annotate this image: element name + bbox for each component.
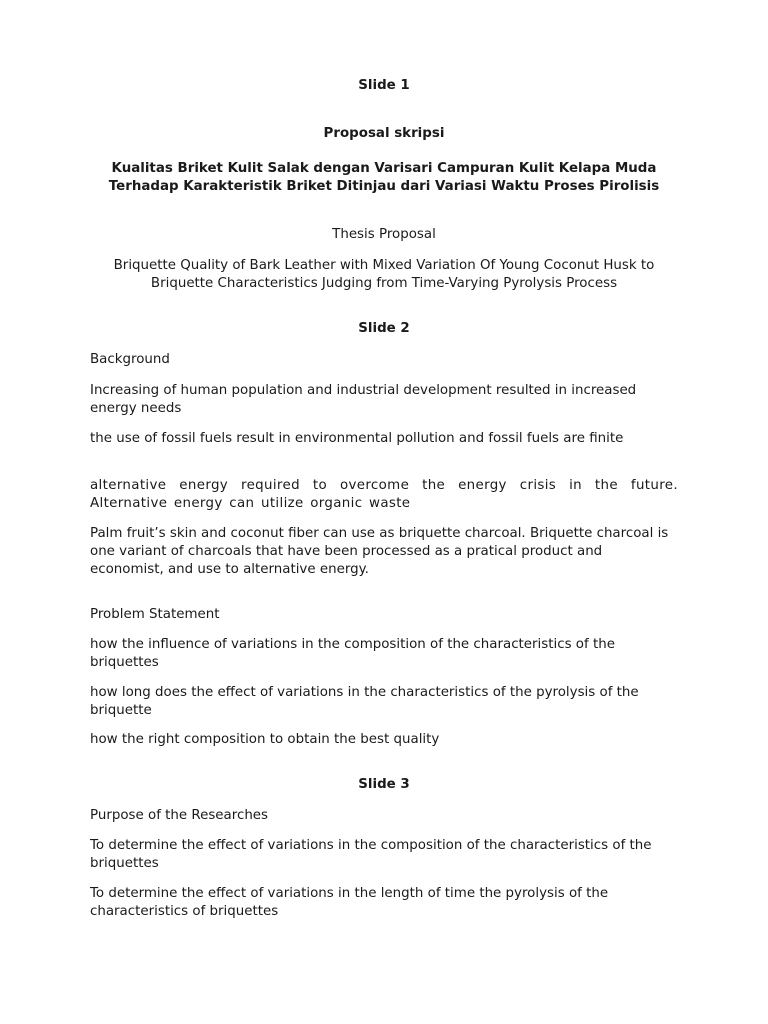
proposal-title: Proposal skripsi [323, 126, 445, 141]
background-point: Palm fruit’s skin and coconut fiber can use as briquette charcoal. Briquette charcoal is one variant of charcoals that have been processed as a pratical product and economist, and use to alternative energy. [90, 526, 669, 577]
background-point: Increasing of human population and industrial development resulted in increased energy needs [90, 383, 637, 416]
background-point: alternative energy required to overcome the energy crisis in the future. Alternative energy can utilize organic waste [90, 478, 678, 511]
problem-point: how long does the effect of variations in the characteristics of the pyrolysis of the briquette [90, 685, 639, 718]
problem-statement-label: Problem Statement [90, 607, 220, 622]
problem-point: how the influence of variations in the composition of the characteristics of the briquettes [90, 637, 615, 670]
purpose-point: To determine the effect of variations in the length of time the pyrolysis of the characteristics of briquettes [90, 886, 609, 919]
background-label: Background [90, 352, 170, 367]
background-point: the use of fossil fuels result in environmental pollution and fossil fuels are finite [90, 431, 624, 446]
indonesian-thesis-title: Kualitas Briket Kulit Salak dengan Varisari Campuran Kulit Kelapa Muda Terhadap Karakteristik Briket Ditinjau dari Variasi Waktu Proses Pirolisis [108, 161, 660, 194]
purpose-label: Purpose of the Researches [90, 808, 269, 823]
purpose-point: To determine the effect of variations in the composition of the characteristics of the briquettes [90, 838, 652, 871]
english-thesis-title: Briquette Quality of Bark Leather with Mixed Variation Of Young Coconut Husk to Briquette Characteristics Judging from Time-Varying Pyrolysis Process [113, 258, 655, 291]
slide-2-heading: Slide 2 [358, 321, 410, 336]
slide-3-heading: Slide 3 [358, 777, 410, 792]
problem-point: how the right composition to obtain the best quality [90, 732, 440, 747]
slide-1-heading: Slide 1 [358, 78, 410, 93]
thesis-proposal-label: Thesis Proposal [332, 227, 436, 242]
